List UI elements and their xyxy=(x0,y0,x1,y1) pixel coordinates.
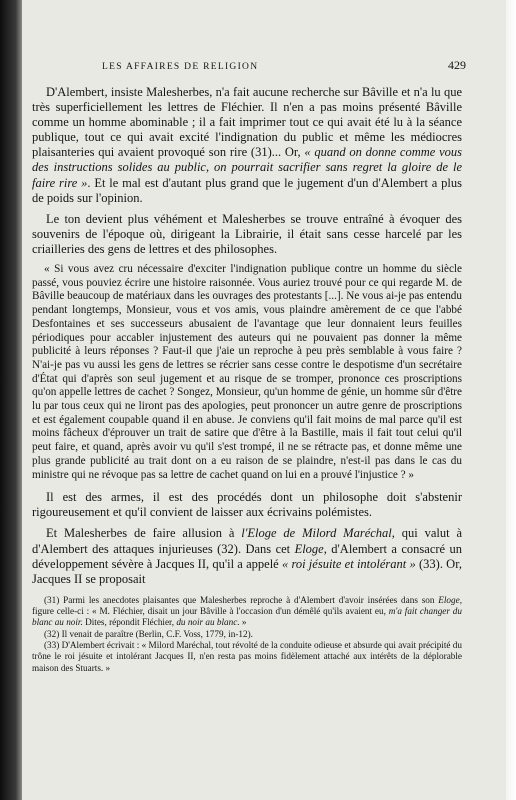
paragraph-armes: Il est des armes, il est des procédés dont un philosophe doit s'abstenir rigoureusement et qu'il convient de laisser aux écrivains polémistes. xyxy=(32,490,462,520)
footnotes xyxy=(32,595,462,674)
footnote-31: (31) Parmi les anecdotes plaisantes que Malesherbes reproche à d'Alembert d'avoir insérées dans son Eloge, figure celle-ci : « M. Fléchier, disait un jour Bâville à l'occasion d'un démêlé qu'ils avaient eu, m'a fait changer du blanc au noir. Dites, répondit Fléchier, du noir au blanc. » xyxy=(32,594,462,628)
footnote-32: (32) Il venait de paraître (Berlin, C.F. Voss, 1779, in-12). xyxy=(44,628,253,639)
block-quote: « Si vous avez cru nécessaire d'exciter l'indignation publique contre un homme du siècle passé, vous pouviez écrire une histoire raisonnée. Vous auriez trouvé pour ce qui regarde M. de Bâville beaucoup de matériaux dans les ouvrages des protestants [...]. Ne vous ai-je pas entendu pendant longtemps, Monsieur, vous et vos amis, vous plaindre amèrement de ce que l'abbé Desfontaines et ses successeurs abusaient de l'avantage que leur donnaient leurs feuilles périodiques pour accabler injustement des auteurs qui ne pouvaient pas donner la même publicité à leurs réponses ? Faut-il que j'aie un reproche à peu près semblable à vous faire ? N'ai-je pas vu aussi les gens de lettres se récrier sans cesse contre le despotisme d'un secrétaire d'État qui d'après son seul jugement et au risque de se tromper, prononce ces proscriptions qu'on appelle lettres de cachet ? Songez, Monsieur, qu'un homme de génie, un homme sûr d'être lu par tous ceux qui ne liront pas des apologies, peut prononcer un autre genre de proscriptions et est également coupable quand il en abuse. Je conviens qu'il fait moins de mal parce qu'il est moins fâcheux d'éprouver un trait de satire que d'être à la Bastille, mais il fait tout celui qu'il peut faire, et quand, après avoir vu qu'il s'est trompé, il ne se rétracte pas, et donne même une plus grande publicité au trait dont on a eu raison de se plaindre, n'est-il pas dans le cas du ministre qui ne révoque pas sa lettre de cachet quand on lui en a prouvé l'injustice ? » xyxy=(32,263,462,481)
page-edge xyxy=(506,0,516,800)
page-content xyxy=(32,58,466,674)
footnote-33: (33) D'Alembert écrivait : « Milord Maréchal, tout révolté de la conduite odieuse et absurde qui avait précipité du trône le roi jésuite et intolérant Jacques II, n'en resta pas moins fidèlement attaché aux intérêts de la déplorable maison des Stuarts. » xyxy=(32,640,462,673)
page-number: 429 xyxy=(448,58,466,72)
paragraph-eloge: Et Malesherbes de faire allusion à l'Eloge de Milord Maréchal, qui valut à d'Alembert des attaques injurieuses (32). Dans cet Eloge, d'Alembert a consacré un développement sévère à Jacques II, qu'il a appelé « roi jésuite et intolérant » (33). Or, Jacques II se proposait xyxy=(32,526,462,586)
running-title: LES AFFAIRES DE RELIGION xyxy=(102,62,259,72)
running-header xyxy=(102,58,466,73)
paragraph-dalembert: D'Alembert, insiste Malesherbes, n'a fait aucune recherche sur Bâville et n'a lu que très superficiellement les lettres de Fléchier. Il n'en a pas moins présenté Bâville comme un homme abominable ; il a fait imprimer tout ce qui avait été lu à la séance publique, tout ce qui avait excité l'indignation du public et même les médiocres plaisanteries qui avaient provoqué son rire (31)... Or, « quand on donne comme vous des instructions solides au public, on pourrait sacrifier sans regret la gloire de le faire rire ». Et le mal est d'autant plus grand que le jugement d'un d'Alembert a plus de poids sur l'opinion. xyxy=(32,85,462,205)
paragraph-ton: Le ton devient plus véhément et Malesherbes se trouve entraîné à évoquer des souvenirs de l'époque où, dirigeant la Librairie, il était sans cesse harcelé par les criailleries des gens de lettres et des philosophes. xyxy=(32,211,462,256)
